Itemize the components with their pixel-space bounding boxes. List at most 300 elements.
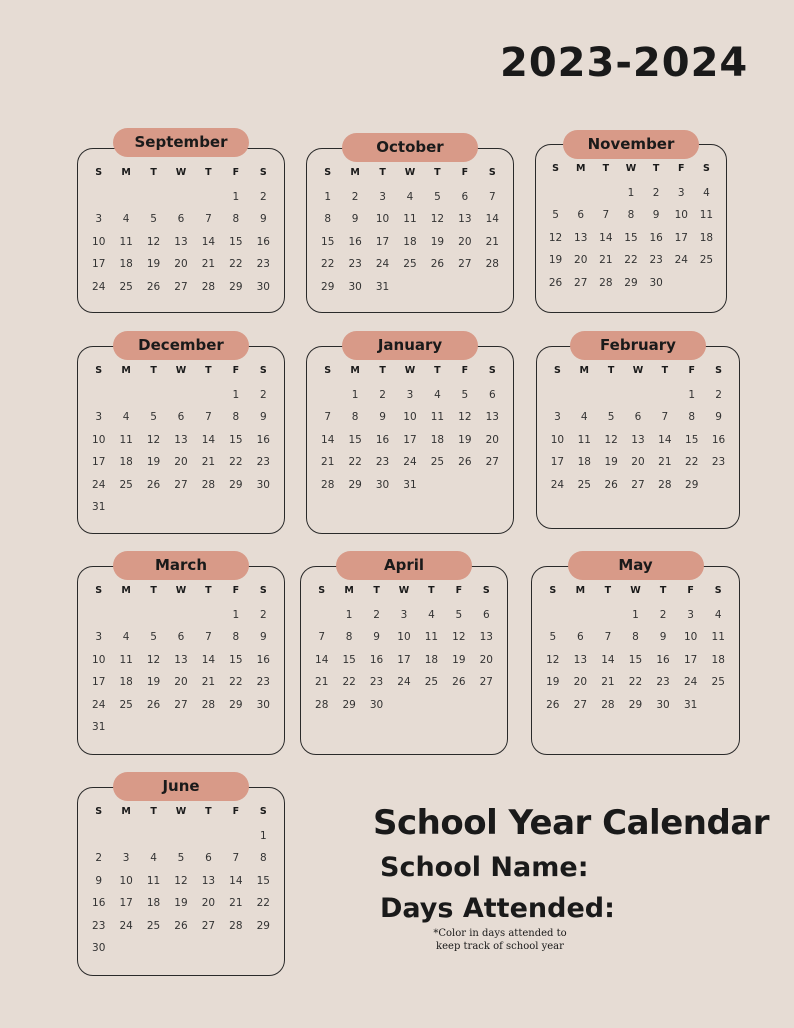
day-cell[interactable]: 13 (479, 631, 493, 644)
day-cell[interactable]: 1 (632, 609, 639, 621)
day-cell[interactable]: 24 (403, 456, 417, 469)
day-cell[interactable]: 24 (550, 478, 565, 491)
day-cell[interactable]: 30 (92, 941, 106, 954)
day-cell[interactable]: 3 (554, 411, 561, 424)
day-cell[interactable]: 20 (479, 653, 493, 666)
day-cell[interactable]: 15 (229, 433, 243, 446)
day-cell[interactable]: 24 (375, 258, 390, 271)
day-cell[interactable]: 4 (122, 213, 130, 226)
day-cell[interactable]: 1 (351, 389, 359, 401)
day-cell[interactable]: 31 (375, 280, 390, 293)
day-cell[interactable]: 23 (256, 258, 270, 271)
day-cell[interactable]: 24 (92, 478, 106, 491)
day-cell[interactable]: 14 (321, 433, 335, 446)
day-cell[interactable]: 1 (232, 389, 240, 401)
day-cell[interactable]: 1 (627, 187, 635, 199)
day-cell[interactable]: 7 (205, 411, 212, 424)
day-cell[interactable]: 20 (174, 676, 188, 689)
day-cell[interactable]: 10 (397, 631, 411, 644)
day-cell[interactable]: 27 (458, 258, 472, 271)
day-cell[interactable]: 23 (711, 456, 726, 469)
day-cell[interactable]: 30 (348, 280, 362, 293)
day-cell[interactable]: 15 (348, 433, 362, 446)
day-cell[interactable]: 6 (488, 389, 496, 401)
day-cell[interactable]: 5 (461, 389, 469, 401)
day-cell[interactable]: 2 (379, 389, 386, 401)
day-cell[interactable]: 27 (479, 676, 493, 689)
day-cell[interactable]: 19 (174, 897, 188, 910)
day-cell[interactable]: 11 (577, 433, 591, 446)
day-cell[interactable]: 8 (351, 411, 359, 424)
day-cell[interactable]: 5 (455, 609, 463, 621)
day-cell[interactable]: 26 (548, 276, 563, 289)
day-cell[interactable]: 1 (232, 191, 240, 203)
day-cell[interactable]: 28 (315, 698, 329, 711)
day-cell[interactable]: 2 (652, 187, 660, 199)
day-cell[interactable]: 5 (177, 852, 185, 865)
day-cell[interactable]: 17 (375, 235, 390, 248)
day-cell[interactable]: 12 (174, 874, 188, 887)
day-cell[interactable]: 23 (256, 676, 270, 689)
day-cell[interactable]: 3 (122, 852, 130, 865)
day-cell[interactable]: 22 (321, 258, 335, 271)
day-cell[interactable]: 16 (92, 897, 106, 910)
day-cell[interactable]: 9 (259, 411, 267, 424)
day-cell[interactable]: 30 (369, 698, 384, 711)
day-cell[interactable]: 1 (324, 191, 332, 203)
day-cell[interactable]: 22 (256, 897, 270, 910)
day-cell[interactable]: 14 (601, 653, 615, 666)
day-cell[interactable]: 17 (403, 433, 417, 446)
day-cell[interactable]: 6 (461, 191, 469, 203)
day-cell[interactable]: 20 (174, 456, 188, 469)
day-cell[interactable]: 25 (119, 280, 133, 293)
day-cell[interactable]: 4 (150, 852, 157, 865)
day-cell[interactable]: 11 (430, 411, 445, 424)
day-cell[interactable]: 17 (119, 897, 133, 910)
day-cell[interactable]: 14 (229, 874, 243, 887)
day-cell[interactable]: 7 (324, 411, 332, 424)
day-cell[interactable]: 18 (146, 897, 161, 910)
day-cell[interactable]: 29 (685, 478, 699, 491)
day-cell[interactable]: 22 (229, 258, 243, 271)
day-cell[interactable]: 11 (119, 433, 133, 446)
day-cell[interactable]: 19 (548, 254, 563, 267)
day-cell[interactable]: 25 (577, 478, 591, 491)
day-cell[interactable]: 16 (256, 653, 270, 666)
day-cell[interactable]: 29 (229, 478, 243, 491)
day-cell[interactable]: 9 (373, 631, 380, 644)
day-cell[interactable]: 31 (92, 500, 106, 513)
day-cell[interactable]: 8 (688, 411, 696, 424)
day-cell[interactable]: 9 (351, 213, 359, 226)
day-cell[interactable]: 15 (685, 433, 699, 446)
day-cell[interactable]: 30 (649, 276, 663, 289)
day-cell[interactable]: 3 (95, 411, 103, 424)
day-cell[interactable]: 26 (430, 258, 445, 271)
day-cell[interactable]: 5 (549, 631, 557, 644)
day-cell[interactable]: 9 (659, 631, 667, 644)
day-cell[interactable]: 8 (324, 213, 332, 226)
day-cell[interactable]: 10 (403, 411, 417, 424)
day-cell[interactable]: 16 (256, 433, 270, 446)
day-cell[interactable]: 26 (146, 280, 161, 293)
day-cell[interactable]: 22 (342, 676, 356, 689)
day-cell[interactable]: 19 (430, 235, 445, 248)
day-cell[interactable]: 20 (174, 258, 188, 271)
day-cell[interactable]: 14 (599, 231, 613, 244)
day-cell[interactable]: 21 (315, 676, 329, 689)
day-cell[interactable]: 7 (604, 631, 612, 644)
day-cell[interactable]: 23 (256, 456, 270, 469)
day-cell[interactable]: 4 (428, 609, 435, 621)
day-cell[interactable]: 9 (259, 631, 267, 644)
day-cell[interactable]: 8 (627, 209, 635, 222)
day-cell[interactable]: 8 (232, 213, 240, 226)
day-cell[interactable]: 16 (656, 653, 670, 666)
day-cell[interactable]: 27 (631, 478, 645, 491)
day-cell[interactable]: 26 (174, 919, 188, 932)
day-cell[interactable]: 20 (458, 235, 472, 248)
day-cell[interactable]: 18 (699, 231, 714, 244)
day-cell[interactable]: 28 (229, 919, 243, 932)
day-cell[interactable]: 13 (174, 235, 188, 248)
day-cell[interactable]: 2 (715, 389, 722, 401)
day-cell[interactable]: 24 (92, 280, 106, 293)
day-cell[interactable]: 18 (424, 653, 439, 666)
day-cell[interactable]: 9 (95, 874, 103, 887)
day-cell[interactable]: 15 (321, 235, 335, 248)
day-cell[interactable]: 6 (634, 411, 642, 424)
day-cell[interactable]: 3 (687, 609, 694, 621)
day-cell[interactable]: 11 (119, 653, 133, 666)
day-cell[interactable]: 4 (580, 411, 588, 424)
day-cell[interactable]: 19 (146, 456, 161, 469)
day-cell[interactable]: 17 (397, 653, 411, 666)
day-cell[interactable]: 25 (119, 478, 133, 491)
day-cell[interactable]: 7 (488, 191, 496, 203)
day-cell[interactable]: 26 (604, 478, 618, 491)
day-cell[interactable]: 5 (607, 411, 615, 424)
day-cell[interactable]: 7 (205, 213, 212, 226)
day-cell[interactable]: 27 (201, 919, 216, 932)
day-cell[interactable]: 3 (95, 631, 103, 644)
day-cell[interactable]: 14 (201, 235, 216, 248)
day-cell[interactable]: 23 (375, 456, 390, 469)
day-cell[interactable]: 8 (632, 631, 639, 644)
day-cell[interactable]: 6 (577, 631, 584, 644)
day-cell[interactable]: 18 (119, 258, 133, 271)
day-cell[interactable]: 16 (256, 235, 270, 248)
day-cell[interactable]: 11 (699, 209, 714, 222)
day-cell[interactable]: 2 (95, 852, 103, 865)
day-cell[interactable]: 1 (232, 609, 240, 621)
day-cell[interactable]: 18 (430, 433, 445, 446)
day-cell[interactable]: 10 (683, 631, 698, 644)
day-cell[interactable]: 4 (434, 389, 441, 401)
day-cell[interactable]: 20 (631, 456, 645, 469)
day-cell[interactable]: 28 (599, 276, 613, 289)
day-cell[interactable]: 15 (256, 874, 270, 887)
day-cell[interactable]: 31 (403, 478, 417, 491)
day-cell[interactable]: 29 (321, 280, 335, 293)
day-cell[interactable]: 12 (546, 653, 560, 666)
day-cell[interactable]: 23 (348, 258, 362, 271)
day-cell[interactable]: 11 (403, 213, 417, 226)
day-cell[interactable]: 18 (711, 653, 725, 666)
day-cell[interactable]: 8 (232, 631, 240, 644)
day-cell[interactable]: 13 (574, 231, 588, 244)
day-cell[interactable]: 2 (259, 609, 267, 621)
day-cell[interactable]: 13 (201, 874, 216, 887)
day-cell[interactable]: 13 (631, 433, 645, 446)
day-cell[interactable]: 5 (150, 631, 157, 644)
day-cell[interactable]: 2 (351, 191, 359, 203)
day-cell[interactable]: 17 (92, 258, 106, 271)
day-cell[interactable]: 3 (400, 609, 408, 621)
day-cell[interactable]: 9 (652, 209, 660, 222)
day-cell[interactable]: 3 (406, 389, 414, 401)
day-cell[interactable]: 22 (348, 456, 362, 469)
day-cell[interactable]: 23 (92, 919, 106, 932)
day-cell[interactable]: 21 (229, 897, 243, 910)
day-cell[interactable]: 12 (146, 653, 161, 666)
day-cell[interactable]: 14 (201, 433, 216, 446)
day-cell[interactable]: 15 (628, 653, 643, 666)
day-cell[interactable]: 18 (403, 235, 417, 248)
day-cell[interactable]: 14 (315, 653, 329, 666)
day-cell[interactable]: 29 (229, 698, 243, 711)
day-cell[interactable]: 20 (485, 433, 499, 446)
day-cell[interactable]: 6 (205, 852, 212, 865)
day-cell[interactable]: 26 (452, 676, 466, 689)
day-cell[interactable]: 21 (201, 676, 216, 689)
day-cell[interactable]: 16 (369, 653, 384, 666)
day-cell[interactable]: 1 (345, 609, 353, 621)
day-cell[interactable]: 12 (458, 411, 472, 424)
day-cell[interactable]: 24 (119, 919, 133, 932)
day-cell[interactable]: 6 (177, 213, 185, 226)
day-cell[interactable]: 19 (146, 676, 161, 689)
day-cell[interactable]: 22 (229, 456, 243, 469)
day-cell[interactable]: 25 (711, 676, 725, 689)
day-cell[interactable]: 10 (550, 433, 565, 446)
day-cell[interactable]: 19 (146, 258, 161, 271)
day-cell[interactable]: 9 (715, 411, 722, 424)
day-cell[interactable]: 2 (259, 389, 267, 401)
day-cell[interactable]: 12 (548, 231, 563, 244)
day-cell[interactable]: 14 (201, 653, 216, 666)
day-cell[interactable]: 12 (604, 433, 618, 446)
day-cell[interactable]: 28 (321, 478, 335, 491)
day-cell[interactable]: 29 (628, 698, 643, 711)
day-cell[interactable]: 2 (259, 191, 267, 203)
day-cell[interactable]: 26 (146, 698, 161, 711)
day-cell[interactable]: 28 (201, 280, 216, 293)
day-cell[interactable]: 12 (430, 213, 445, 226)
day-cell[interactable]: 7 (602, 209, 610, 222)
day-cell[interactable]: 23 (656, 676, 670, 689)
day-cell[interactable]: 11 (711, 631, 725, 644)
day-cell[interactable]: 21 (321, 456, 335, 469)
day-cell[interactable]: 9 (379, 411, 386, 424)
day-cell[interactable]: 8 (259, 852, 267, 865)
day-cell[interactable]: 17 (92, 456, 106, 469)
day-cell[interactable]: 30 (375, 478, 390, 491)
day-cell[interactable]: 18 (119, 676, 133, 689)
day-cell[interactable]: 12 (146, 433, 161, 446)
day-cell[interactable]: 6 (577, 209, 585, 222)
day-cell[interactable]: 12 (146, 235, 161, 248)
day-cell[interactable]: 5 (552, 209, 559, 222)
day-cell[interactable]: 20 (573, 676, 588, 689)
day-cell[interactable]: 10 (92, 653, 106, 666)
day-cell[interactable]: 25 (430, 456, 445, 469)
day-cell[interactable]: 12 (452, 631, 466, 644)
day-cell[interactable]: 10 (674, 209, 688, 222)
day-cell[interactable]: 16 (375, 433, 390, 446)
day-cell[interactable]: 18 (577, 456, 591, 469)
day-cell[interactable]: 11 (146, 874, 161, 887)
day-cell[interactable]: 13 (485, 411, 499, 424)
day-cell[interactable]: 20 (574, 254, 588, 267)
day-cell[interactable]: 8 (232, 411, 240, 424)
day-cell[interactable]: 6 (482, 609, 490, 621)
day-cell[interactable]: 4 (122, 631, 130, 644)
day-cell[interactable]: 16 (711, 433, 726, 446)
day-cell[interactable]: 19 (604, 456, 618, 469)
day-cell[interactable]: 28 (658, 478, 672, 491)
day-cell[interactable]: 16 (649, 231, 663, 244)
day-cell[interactable]: 27 (485, 456, 499, 469)
day-cell[interactable]: 24 (674, 254, 688, 267)
day-cell[interactable]: 9 (259, 213, 267, 226)
day-cell[interactable]: 22 (628, 676, 643, 689)
day-cell[interactable]: 2 (373, 609, 380, 621)
day-cell[interactable]: 21 (201, 258, 216, 271)
day-cell[interactable]: 5 (434, 191, 441, 203)
day-cell[interactable]: 3 (677, 187, 685, 199)
day-cell[interactable]: 25 (146, 919, 161, 932)
day-cell[interactable]: 25 (424, 676, 439, 689)
day-cell[interactable]: 29 (348, 478, 362, 491)
day-cell[interactable]: 17 (674, 231, 688, 244)
day-cell[interactable]: 30 (656, 698, 670, 711)
day-cell[interactable]: 31 (92, 720, 106, 733)
day-cell[interactable]: 27 (174, 698, 188, 711)
day-cell[interactable]: 19 (458, 433, 472, 446)
day-cell[interactable]: 19 (546, 676, 560, 689)
day-cell[interactable]: 6 (177, 631, 185, 644)
day-cell[interactable]: 27 (174, 478, 188, 491)
day-cell[interactable]: 10 (92, 235, 106, 248)
day-cell[interactable]: 29 (256, 919, 270, 932)
day-cell[interactable]: 15 (624, 231, 638, 244)
day-cell[interactable]: 11 (119, 235, 133, 248)
day-cell[interactable]: 13 (458, 213, 472, 226)
day-cell[interactable]: 15 (229, 235, 243, 248)
day-cell[interactable]: 6 (177, 411, 185, 424)
day-cell[interactable]: 3 (379, 191, 386, 203)
day-cell[interactable]: 28 (601, 698, 615, 711)
day-cell[interactable]: 28 (485, 258, 499, 271)
day-cell[interactable]: 1 (688, 389, 696, 401)
day-cell[interactable]: 10 (375, 213, 390, 226)
day-cell[interactable]: 10 (92, 433, 106, 446)
day-cell[interactable]: 22 (685, 456, 699, 469)
day-cell[interactable]: 18 (119, 456, 133, 469)
day-cell[interactable]: 27 (174, 280, 188, 293)
day-cell[interactable]: 8 (345, 631, 353, 644)
day-cell[interactable]: 23 (369, 676, 384, 689)
day-cell[interactable]: 22 (229, 676, 243, 689)
day-cell[interactable]: 29 (624, 276, 638, 289)
day-cell[interactable]: 7 (232, 852, 240, 865)
day-cell[interactable]: 1 (259, 830, 267, 842)
day-cell[interactable]: 4 (122, 411, 130, 424)
day-cell[interactable]: 4 (714, 609, 722, 621)
day-cell[interactable]: 28 (201, 698, 216, 711)
day-cell[interactable]: 21 (658, 456, 672, 469)
day-cell[interactable]: 26 (546, 698, 560, 711)
day-cell[interactable]: 17 (550, 456, 565, 469)
day-cell[interactable]: 13 (174, 653, 188, 666)
day-cell[interactable]: 21 (601, 676, 615, 689)
day-cell[interactable]: 30 (256, 280, 270, 293)
day-cell[interactable]: 10 (119, 874, 133, 887)
day-cell[interactable]: 5 (150, 213, 157, 226)
day-cell[interactable]: 13 (174, 433, 188, 446)
day-cell[interactable]: 23 (649, 254, 663, 267)
day-cell[interactable]: 14 (485, 213, 499, 226)
day-cell[interactable]: 24 (397, 676, 411, 689)
day-cell[interactable]: 25 (699, 254, 714, 267)
day-cell[interactable]: 24 (92, 698, 106, 711)
day-cell[interactable]: 15 (342, 653, 356, 666)
day-cell[interactable]: 31 (683, 698, 698, 711)
day-cell[interactable]: 14 (658, 433, 672, 446)
day-cell[interactable]: 30 (256, 478, 270, 491)
day-cell[interactable]: 29 (229, 280, 243, 293)
day-cell[interactable]: 27 (574, 276, 588, 289)
day-cell[interactable]: 21 (201, 456, 216, 469)
day-cell[interactable]: 30 (256, 698, 270, 711)
day-cell[interactable]: 20 (201, 897, 216, 910)
day-cell[interactable]: 17 (92, 676, 106, 689)
day-cell[interactable]: 17 (683, 653, 698, 666)
day-cell[interactable]: 7 (318, 631, 326, 644)
day-cell[interactable]: 7 (661, 411, 669, 424)
day-cell[interactable]: 26 (146, 478, 161, 491)
day-cell[interactable]: 13 (573, 653, 588, 666)
day-cell[interactable]: 11 (424, 631, 439, 644)
day-cell[interactable]: 25 (119, 698, 133, 711)
day-cell[interactable]: 27 (573, 698, 588, 711)
day-cell[interactable]: 4 (406, 191, 414, 203)
day-cell[interactable]: 16 (348, 235, 362, 248)
day-cell[interactable]: 24 (683, 676, 698, 689)
day-cell[interactable]: 5 (150, 411, 157, 424)
day-cell[interactable]: 2 (659, 609, 667, 621)
day-cell[interactable]: 25 (403, 258, 417, 271)
day-cell[interactable]: 3 (95, 213, 103, 226)
day-cell[interactable]: 21 (599, 254, 613, 267)
day-cell[interactable]: 28 (201, 478, 216, 491)
day-cell[interactable]: 21 (485, 235, 499, 248)
day-cell[interactable]: 19 (452, 653, 466, 666)
day-cell[interactable]: 7 (205, 631, 212, 644)
day-cell[interactable]: 26 (458, 456, 472, 469)
